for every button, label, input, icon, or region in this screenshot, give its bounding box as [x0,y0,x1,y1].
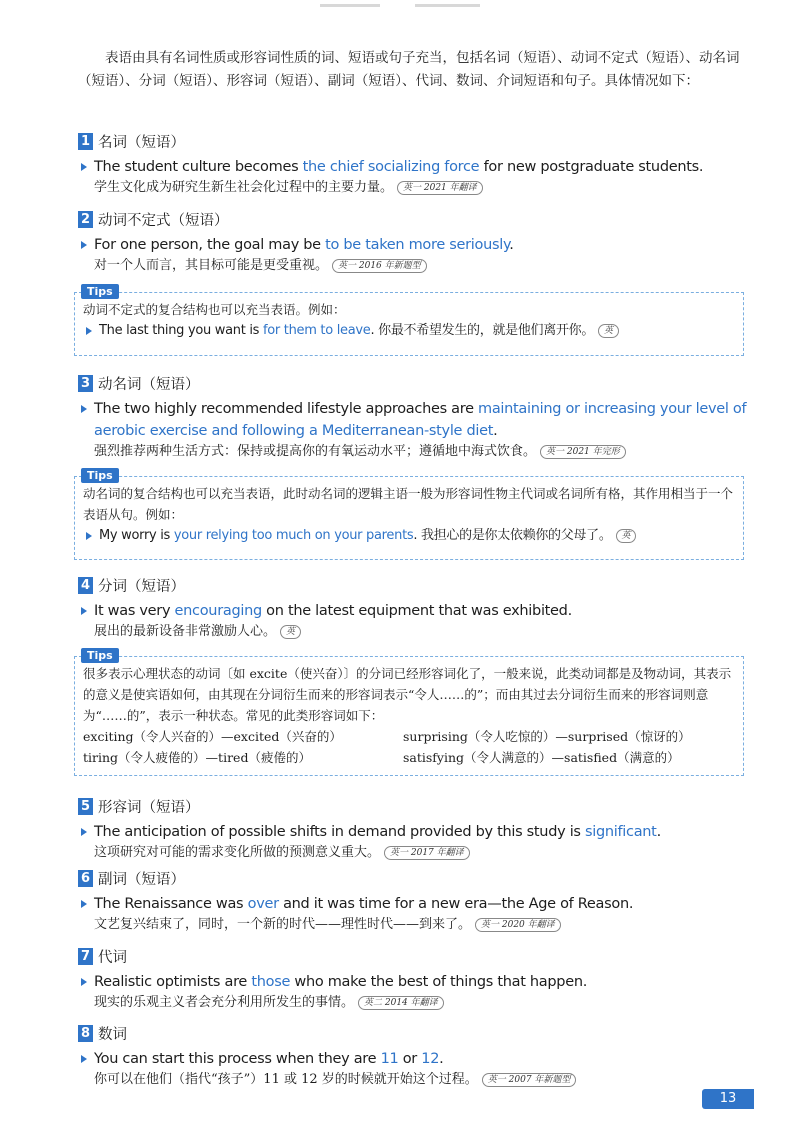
section-title: 分词（短语） [98,578,185,595]
source-badge: 英一 2021 年完形 [540,445,626,459]
pair-item: tiring（令人疲倦的）—tired（疲倦的） [83,750,311,765]
tips-text: 动名词的复合结构也可以充当表语，此时动名词的逻辑主语一般为形容词性物主代词或名词所有格，其作用相当于一个表语从句。例如： [83,486,734,522]
section-title: 名词（短语） [98,134,185,151]
section-gerund [78,372,758,462]
section-number: 2 [78,211,93,228]
pair-item: satisfying（令人满意的）—satisfied（满意的） [403,750,680,765]
tips-text: 很多表示心理状态的动词〔如 excite（使兴奋）〕的分词已经形容词化了，一般来说，此类动词都是及物动词，其表示的意义是使宾语如何，由其现在分词衍生而来的形容词表示“令人……的”；而由其过去分词衍生而来的形容词则意为“……的”，表示一种状态。常见的此类形容词如下： [83,666,732,723]
source-badge: 英一 2016 年新题型 [332,259,427,273]
section-title: 形容词（短语） [98,799,200,816]
example-zh: 现实的乐观主义者会充分利用所发生的事情。 英二 2014 年翻译 [78,993,758,1013]
example-en: The student culture becomes the chief socializing force for new postgraduate students. [78,156,758,178]
pair-item: surprising（令人吃惊的）—surprised（惊讶的） [403,729,691,744]
section-number: 3 [78,375,93,392]
section-number: 5 [78,798,93,815]
section-participle [78,574,758,642]
section-numeral [78,1022,758,1090]
example-zh: 学生文化成为研究生新生社会化过程中的主要力量。 英一 2021 年翻译 [78,178,758,198]
example-zh: 对一个人而言，其目标可能是更受重视。 英一 2016 年新题型 [78,256,758,276]
source-badge: 英一 2007 年新题型 [482,1073,577,1087]
tips-label: Tips [81,648,119,663]
source-badge: 英 [598,324,619,338]
example-en: You can start this process when they are 11 or 12. [78,1048,758,1070]
section-pronoun [78,945,758,1013]
section-title: 代词 [98,949,127,966]
intro-paragraph: 表语由具有名词性质或形容词性质的词、短语或句子充当，包括名词（短语）、动词不定式（短语）、动名词（短语）、分词（短语）、形容词（短语）、副词（短语）、代词、数词、介词短语和句子。具体情况如下： [78,50,740,89]
source-badge: 英 [280,625,301,639]
tips-example: The last thing you want is for them to leave. 你最不希望发生的，就是他们离开你。 英 [83,320,735,342]
section-title: 副词（短语） [98,871,185,888]
section-number: 8 [78,1025,93,1042]
example-en: The Renaissance was over and it was time for a new era—the Age of Reason. [78,893,758,915]
source-badge: 英一 2020 年翻译 [475,918,561,932]
section-infinitive [78,208,758,276]
section-title: 动名词（短语） [98,376,200,393]
section-number: 1 [78,133,93,150]
example-zh: 展出的最新设备非常激励人心。 英 [78,622,758,642]
section-number: 6 [78,870,93,887]
example-zh: 强烈推荐两种生活方式：保持或提高你的有氧运动水平；遵循地中海式饮食。 英一 2021 年完形 [78,442,758,462]
tips-label: Tips [81,468,119,483]
header-marks [320,0,480,10]
section-adverb [78,867,758,935]
example-en: For one person, the goal may be to be taken more seriously. [78,234,758,256]
pair-item: exciting（令人兴奋的）—excited（兴奋的） [83,729,342,744]
section-title: 数词 [98,1026,127,1043]
tips-box [74,649,744,776]
example-zh: 这项研究对可能的需求变化所做的预测意义重大。 英一 2017 年翻译 [78,843,758,863]
section-number: 4 [78,577,93,594]
tips-example: My worry is your relying too much on your parents. 我担心的是你太依赖你的父母了。 英 [83,525,735,547]
tips-box [74,285,744,356]
tips-text: 动词不定式的复合结构也可以充当表语。例如： [83,302,346,317]
example-en: The anticipation of possible shifts in demand provided by this study is significant. [78,821,758,843]
source-badge: 英二 2014 年翻译 [358,996,444,1010]
tips-label: Tips [81,284,119,299]
section-noun [78,130,758,198]
source-badge: 英一 2017 年翻译 [384,846,470,860]
example-zh: 你可以在他们（指代“孩子”）11 或 12 岁的时候就开始这个过程。 英一 2007 年新题型 [78,1070,758,1090]
source-badge: 英一 2021 年翻译 [397,181,483,195]
example-en: It was very encouraging on the latest equipment that was exhibited. [78,600,758,622]
tips-box [74,469,744,560]
section-adjective [78,795,758,863]
adjective-pairs [83,726,735,768]
example-en: Realistic optimists are those who make the best of things that happen. [78,971,758,993]
example-zh: 文艺复兴结束了，同时，一个新的时代——理性时代——到来了。 英一 2020 年翻译 [78,915,758,935]
example-en: The two highly recommended lifestyle approaches are maintaining or increasing your level of aerobic exercise and following a Mediterranean-style diet. [78,398,758,442]
section-title: 动词不定式（短语） [98,212,229,229]
source-badge: 英 [616,529,637,543]
section-number: 7 [78,948,93,965]
page-number: 13 [702,1089,754,1109]
